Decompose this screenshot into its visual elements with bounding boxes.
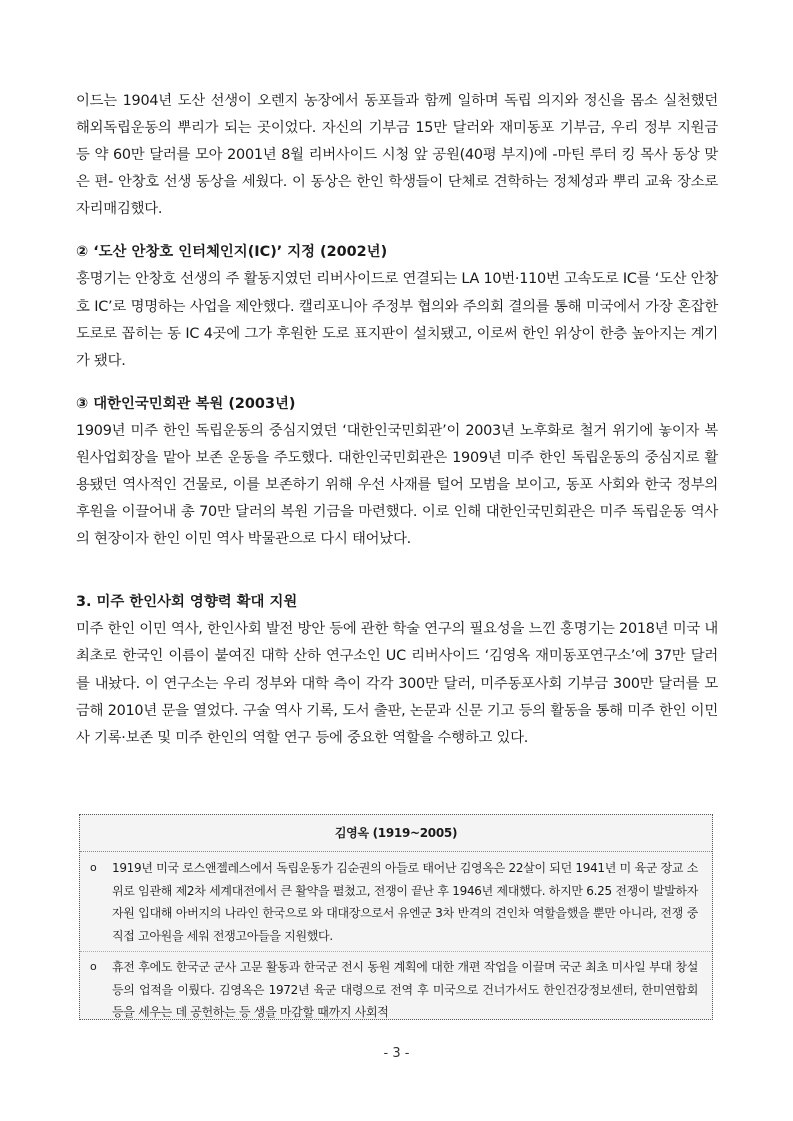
bullet-circle-icon: o bbox=[90, 960, 97, 973]
part-3-body: 미주 한인 이민 역사, 한인사회 발전 방안 등에 관한 학술 연구의 필요성을 느낀 홍명기는 2018년 미국 내 최초로 한국인 이름이 붙여진 대학 산하 연구소인 UC 리버사이드 ‘김영옥 재미동포연구소’에 37만 달러를 내놨다. 이 연구소는 우리 정부와 대학 측이 각각 300만 달러, 미주동포사회 기부금 300만 달러를 모금해 2010년 문을 열었다. 구술 역사 기록, 도서 출판, 논문과 신문 기고 등의 활동을 통해 미주 한인 이민사 기록·보존 및 미주 한인의 역할 연구 등에 중요한 역할을 수행하고 있다. bbox=[76, 621, 718, 746]
info-box-item bbox=[80, 952, 712, 1024]
page-number: - 3 - bbox=[383, 1046, 410, 1061]
part-3-heading: 3. 미주 한인사회 영향력 확대 지원 bbox=[76, 594, 298, 611]
info-box bbox=[79, 814, 713, 1020]
section-3-heading: ③ 대한인국민회관 복원 (2003년) bbox=[76, 395, 296, 412]
info-box-item bbox=[80, 852, 712, 952]
document-body bbox=[76, 88, 718, 752]
info-box-title: 김영옥 (1919~2005) bbox=[80, 815, 712, 852]
section-2-heading: ② ‘도산 안창호 인터체인지(IC)’ 지정 (2002년) bbox=[76, 244, 388, 261]
spacer bbox=[76, 553, 718, 589]
info-box-item-text: 휴전 후에도 한국군 군사 고문 활동과 한국군 전시 동원 계획에 대한 개편 작업을 이끌며 국군 최초 미사일 부대 창설 등의 업적을 이뤘다. 김영옥은 1972년 육군 대령으로 전역 후 미국으로 건너가서도 한인건강정보센터, 한미연합회 등을 세우는 데 공헌하는 등 생을 마감할 때까지 사회적 bbox=[112, 960, 698, 1019]
bullet-circle-icon: o bbox=[90, 861, 97, 874]
section-3-body: 1909년 미주 한인 독립운동의 중심지였던 ‘대한인국민회관’이 2003년 노후화로 철거 위기에 놓이자 복원사업회장을 맡아 보존 운동을 주도했다. 대한인국민회관은 1909년 미주 한인 독립운동의 중심지로 활용됐던 역사적인 건물로, 이를 보존하기 위해 우선 사재를 털어 모범을 보이고, 동포 사회와 한국 정부의 후원을 이끌어내 총 70만 달러의 복원 기금을 마련했다. 이로 인해 대한인국민회관은 미주 독립운동 역사의 현장이자 한인 이민 역사 박물관으로 다시 태어났다. bbox=[76, 422, 718, 548]
intro-paragraph: 이드는 1904년 도산 선생이 오렌지 농장에서 동포들과 함께 일하며 독립 의지와 정신을 몸소 실천했던 해외독립운동의 뿌리가 되는 곳이었다. 자신의 기부금 15만 달러와 재미동포 기부금, 우리 정부 지원금 등 약 60만 달러를 모아 2001년 8월 리버사이드 시청 앞 공원(40평 부지)에 -마틴 루터 킹 목사 동상 맞은 편- 안창호 선생 동상을 세웠다. 이 동상은 한인 학생들이 단체로 견학하는 정체성과 뿌리 교육 장소로 자리매김했다. bbox=[76, 93, 718, 218]
spacer bbox=[76, 223, 718, 239]
spacer bbox=[76, 375, 718, 391]
section-2-body: 홍명기는 안창호 선생의 주 활동지였던 리버사이드로 연결되는 LA 10번·110번 고속도로 IC를 ‘도산 안창호 IC’로 명명하는 사업을 제안했다. 캘리포니아 주정부 협의와 주의회 결의를 통해 미국에서 가장 혼잡한 도로로 꼽히는 동 IC 4곳에 그가 후원한 도로 표지판이 설치됐고, 이로써 한인 위상이 한층 높아지는 계기가 됐다. bbox=[76, 271, 718, 369]
info-box-item-text: 1919년 미국 로스앤젤레스에서 독립운동가 김순권의 아들로 태어난 김영옥은 22살이 되던 1941년 미 육군 장교 소위로 임관해 제2차 세계대전에서 큰 활약을 펼쳤고, 전쟁이 끝난 후 1946년 제대했다. 하지만 6.25 전쟁이 발발하자 자원 입대해 아버지의 나라인 한국으로 와 대대장으로서 유엔군 3차 반격의 견인차 역할을했을 뿐만 아니라, 전쟁 중 직접 고아원을 세워 전쟁고아들을 지원했다. bbox=[112, 861, 698, 943]
